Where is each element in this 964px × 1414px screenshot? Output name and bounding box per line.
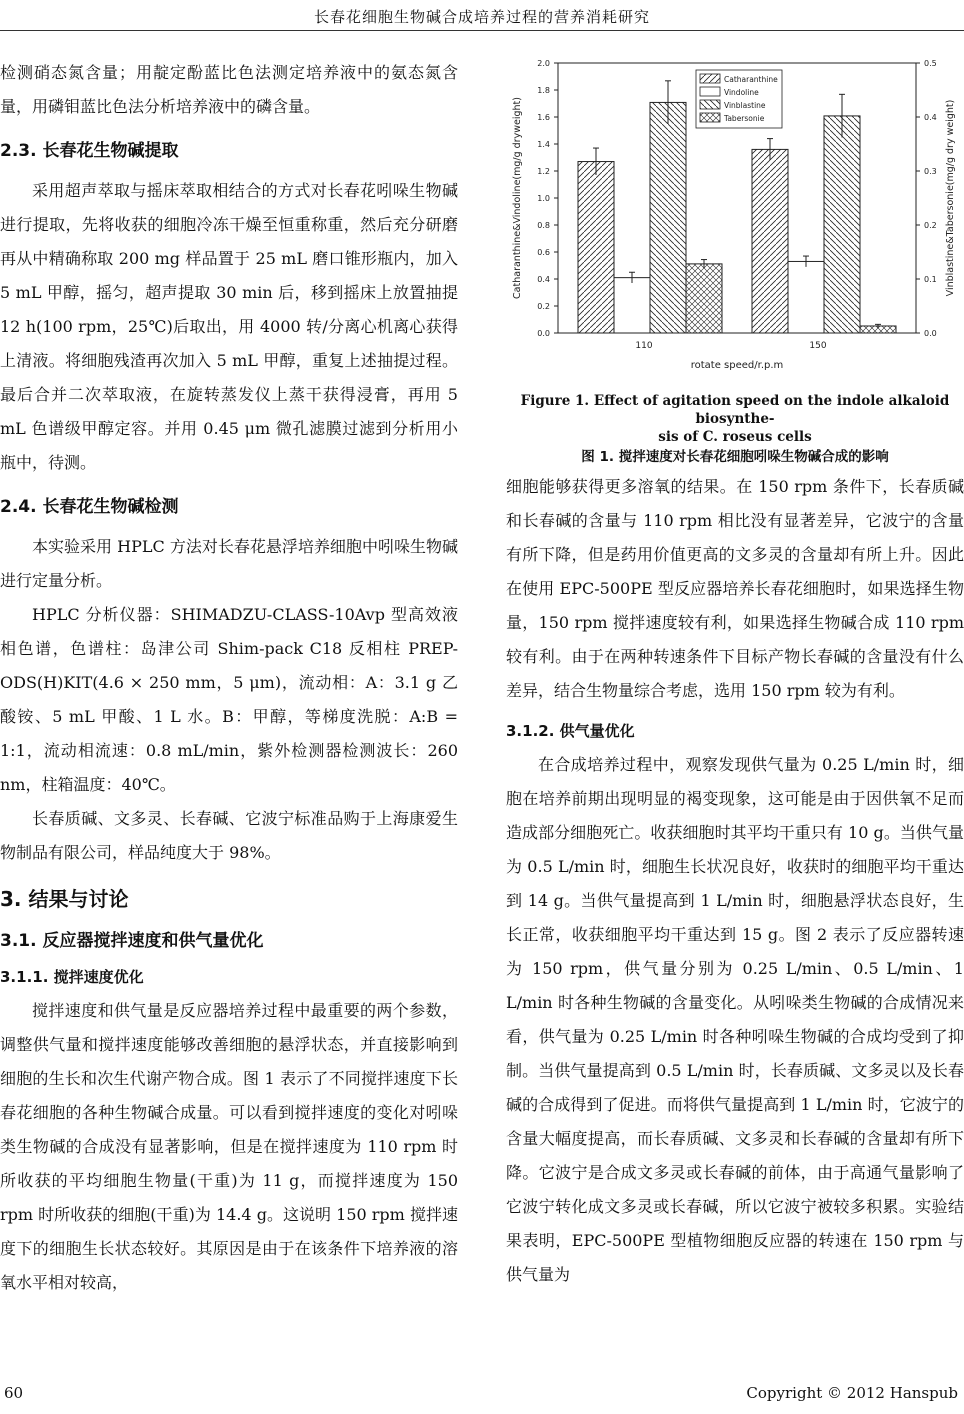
y-right-tick-label: 0.3 bbox=[924, 167, 937, 176]
copyright: Copyright © 2012 Hanspub bbox=[746, 1384, 958, 1402]
section-heading-2-3: 2.3. 长春花生物碱提取 bbox=[0, 141, 179, 161]
y-right-tick-label: 0.0 bbox=[924, 329, 937, 338]
legend-label-vindoline: Vindoline bbox=[724, 88, 759, 97]
bar-chart bbox=[506, 52, 964, 382]
legend-swatch-tabersonie bbox=[700, 113, 720, 122]
paragraph-2-4-a: 本实验采用 HPLC 方法对长春花悬浮培养细胞中吲哚生物碱进行定量分析。 bbox=[0, 537, 458, 590]
x-tick-label-150: 150 bbox=[809, 341, 827, 351]
legend-swatch-catharanthine bbox=[700, 74, 720, 83]
running-header: 长春花细胞生物碱合成培养过程的营养消耗研究 bbox=[313, 8, 650, 26]
paragraph-3-1-1: 搅拌速度和供气量是反应器培养过程中最重要的两个参数，调整供气量和搅拌速度能够改善细胞的悬浮状态，并直接影响到细胞的生长和次生代谢产物合成。图 1 表示了不同搅拌速度下长春花细胞的各种生物碱合成量。可以看到搅拌速度的变化对吲哚类生物碱的合成没有显著影响，但是在搅拌速度为 110 rpm 时所收获的平均细胞生物量(干重)为 11 g，而搅拌速度为 150 rpm 时所收获的细胞(干重)为 14.4 g。这说明 150 rpm 搅拌速度下的细胞生长状态较好。其原因是由于在该条件下培养液的溶氧水平相对较高， bbox=[0, 1001, 458, 1292]
bar-catharanthine-150 bbox=[752, 149, 788, 333]
y-left-tick-label: 0.8 bbox=[537, 221, 550, 230]
paragraph-intro: 检测硝态氮含量；用靛定酚蓝比色法测定培养液中的氨态氮含量，用磷钼蓝比色法分析培养液中的磷含量。 bbox=[0, 63, 458, 116]
bar-tabersonie-110 bbox=[686, 264, 722, 333]
legend-swatch-vindoline bbox=[700, 87, 720, 96]
caption-english-line-2: sis of C. roseus cells bbox=[658, 429, 812, 445]
bar-catharanthine-110 bbox=[578, 162, 614, 333]
caption-english-line-1: Figure 1. Effect of agitation speed on the indole alkaloid biosynthe- bbox=[520, 393, 950, 427]
figure-caption bbox=[506, 392, 964, 466]
y-left-tick-label: 0.0 bbox=[537, 329, 550, 338]
section-heading-3-1-2: 3.1.2. 供气量优化 bbox=[506, 722, 635, 740]
y-left-tick-label: 0.6 bbox=[537, 248, 550, 257]
y-left-tick-label: 0.4 bbox=[537, 275, 550, 284]
right-column bbox=[506, 470, 964, 1292]
caption-chinese: 图 1. 搅拌速度对长春花细胞吲哚生物碱合成的影响 bbox=[581, 449, 889, 465]
y-left-tick-label: 1.8 bbox=[537, 86, 550, 95]
legend-swatch-vinblastine bbox=[700, 100, 720, 109]
y-right-tick-label: 0.2 bbox=[924, 221, 937, 230]
bar-vindoline-150 bbox=[788, 261, 824, 333]
y-left-tick-label: 1.2 bbox=[537, 167, 550, 176]
y-left-tick-label: 1.6 bbox=[537, 113, 550, 122]
y-left-tick-label: 1.0 bbox=[537, 194, 550, 203]
legend-label-vinblastine: Vinblastine bbox=[724, 101, 766, 110]
x-axis-label: rotate speed/r.p.m bbox=[690, 360, 784, 371]
paragraph-2-4-b: HPLC 分析仪器：SHIMADZU-CLASS-10Avp 型高效液相色谱，色谱柱：岛津公司 Shim-pack C18 反相柱 PREP-ODS(H)KIT(4.6 × 250 mm，5 μm)，流动相：A：3.1 g 乙酸铵、5 mL 甲酸、1 L 水。B：甲醇，等梯度洗脱：A:B = 1:1，流动相流速：0.8 mL/min，紫外检测器检测波长：260 nm，柱箱温度：40℃。 bbox=[0, 605, 458, 794]
page-number: 60 bbox=[4, 1384, 24, 1402]
paragraph-continued: 细胞能够获得更多溶氧的结果。在 150 rpm 条件下，长春质碱和长春碱的含量与 110 rpm 相比没有显著差异，它波宁的含量有所下降，但是药用价值更高的文多灵的含量却有所上升。因此在使用 EPC-500PE 型反应器培养长春花细胞时，如果选择生物量，150 rpm 搅拌速度较有利，如果选择生物碱合成 110 rpm 较有利。由于在两种转速条件下目标产物长春碱的含量没有什么差异，结合生物量综合考虑，选用 150 rpm 较为有利。 bbox=[506, 477, 964, 700]
y-left-tick-label: 1.4 bbox=[537, 140, 550, 149]
y-right-tick-label: 0.1 bbox=[924, 275, 937, 284]
y-right-tick-label: 0.5 bbox=[924, 59, 937, 68]
y-left-tick-label: 2.0 bbox=[537, 59, 550, 68]
paragraph-2-4-c: 长春质碱、文多灵、长春碱、它波宁标准品购于上海康爱生物制品有限公司，样品纯度大于 98%。 bbox=[0, 809, 458, 862]
y-left-axis-label: Catharanthine&Vindoline(mg/g dryweight) bbox=[512, 97, 523, 299]
bar-vinblastine-150 bbox=[824, 116, 860, 333]
paragraph-3-1-2: 在合成培养过程中，观察发现供气量为 0.25 L/min 时，细胞在培养前期出现明显的褐变现象，这可能是由于因供氧不足而造成部分细胞死亡。收获细胞时其平均干重只有 10 g。当供气量为 0.5 L/min 时，细胞生长状况良好，收获时的细胞平均干重达到 14 g。当供气量提高到 1 L/min 时，细胞悬浮状态良好，生长正常，收获细胞平均干重达到 15 g。图 2 表示了反应器转速为 150 rpm，供气量分别为 0.25 L/min、0.5 L/min、1 L/min 时各种生物碱的含量变化。从吲哚类生物碱的合成情况来看，供气量为 0.25 L/min 时各种吲哚生物碱的合成均受到了抑制。当供气量提高到 0.5 L/min 时，长春质碱、文多灵以及长春碱的合成得到了促进。而将供气量提高到 1 L/min 时，它波宁的含量大幅度提高，而长春质碱、文多灵和长春碱的含量却有所下降。它波宁是合成文多灵或长春碱的前体，由于高通气量影响了它波宁转化成文多灵或长春碱，所以它波宁被较多积累。实验结果表明，EPC-500PE 型植物细胞反应器的转速在 150 rpm 与供气量为 bbox=[506, 755, 964, 1284]
bar-vinblastine-110 bbox=[650, 102, 686, 333]
y-left-tick-label: 0.2 bbox=[537, 302, 550, 311]
left-column bbox=[0, 56, 458, 1300]
paragraph-2-3: 采用超声萃取与摇床萃取相结合的方式对长春花吲哚生物碱进行提取，先将收获的细胞冷冻干燥至恒重称重，然后充分研磨再从中精确称取 200 mg 样品置于 25 mL 磨口锥形瓶内，加入 5 mL 甲醇，摇匀，超声提取 30 min 后，移到摇床上放置抽提 12 h(100 rpm，25℃)后取出，用 4000 转/分离心机离心获得上清液。将细胞残渣再次加入 5 mL 甲醇，重复上述抽提过程。最后合并二次萃取液，在旋转蒸发仪上蒸干获得浸膏，再用 5 mL 色谱级甲醇定容。并用 0.45 μm 微孔滤膜过滤到分析用小瓶中，待测。 bbox=[0, 181, 458, 472]
section-heading-2-4: 2.4. 长春花生物碱检测 bbox=[0, 497, 179, 517]
figure-1 bbox=[506, 52, 964, 371]
section-heading-3-1: 3.1. 反应器搅拌速度和供气量优化 bbox=[0, 931, 264, 951]
bar-vindoline-110 bbox=[614, 278, 650, 333]
x-tick-label-110: 110 bbox=[635, 341, 653, 351]
y-right-tick-label: 0.4 bbox=[924, 113, 937, 122]
header-rule bbox=[0, 30, 964, 31]
section-heading-3: 3. 结果与讨论 bbox=[0, 887, 129, 911]
legend-label-tabersonie: Tabersonie bbox=[724, 114, 765, 123]
y-right-axis-label: Vinblastine&Tabersonie(mg/g dry weight) bbox=[945, 99, 956, 297]
legend-label-catharanthine: Catharanthine bbox=[724, 75, 778, 84]
section-heading-3-1-1: 3.1.1. 搅拌速度优化 bbox=[0, 968, 144, 986]
